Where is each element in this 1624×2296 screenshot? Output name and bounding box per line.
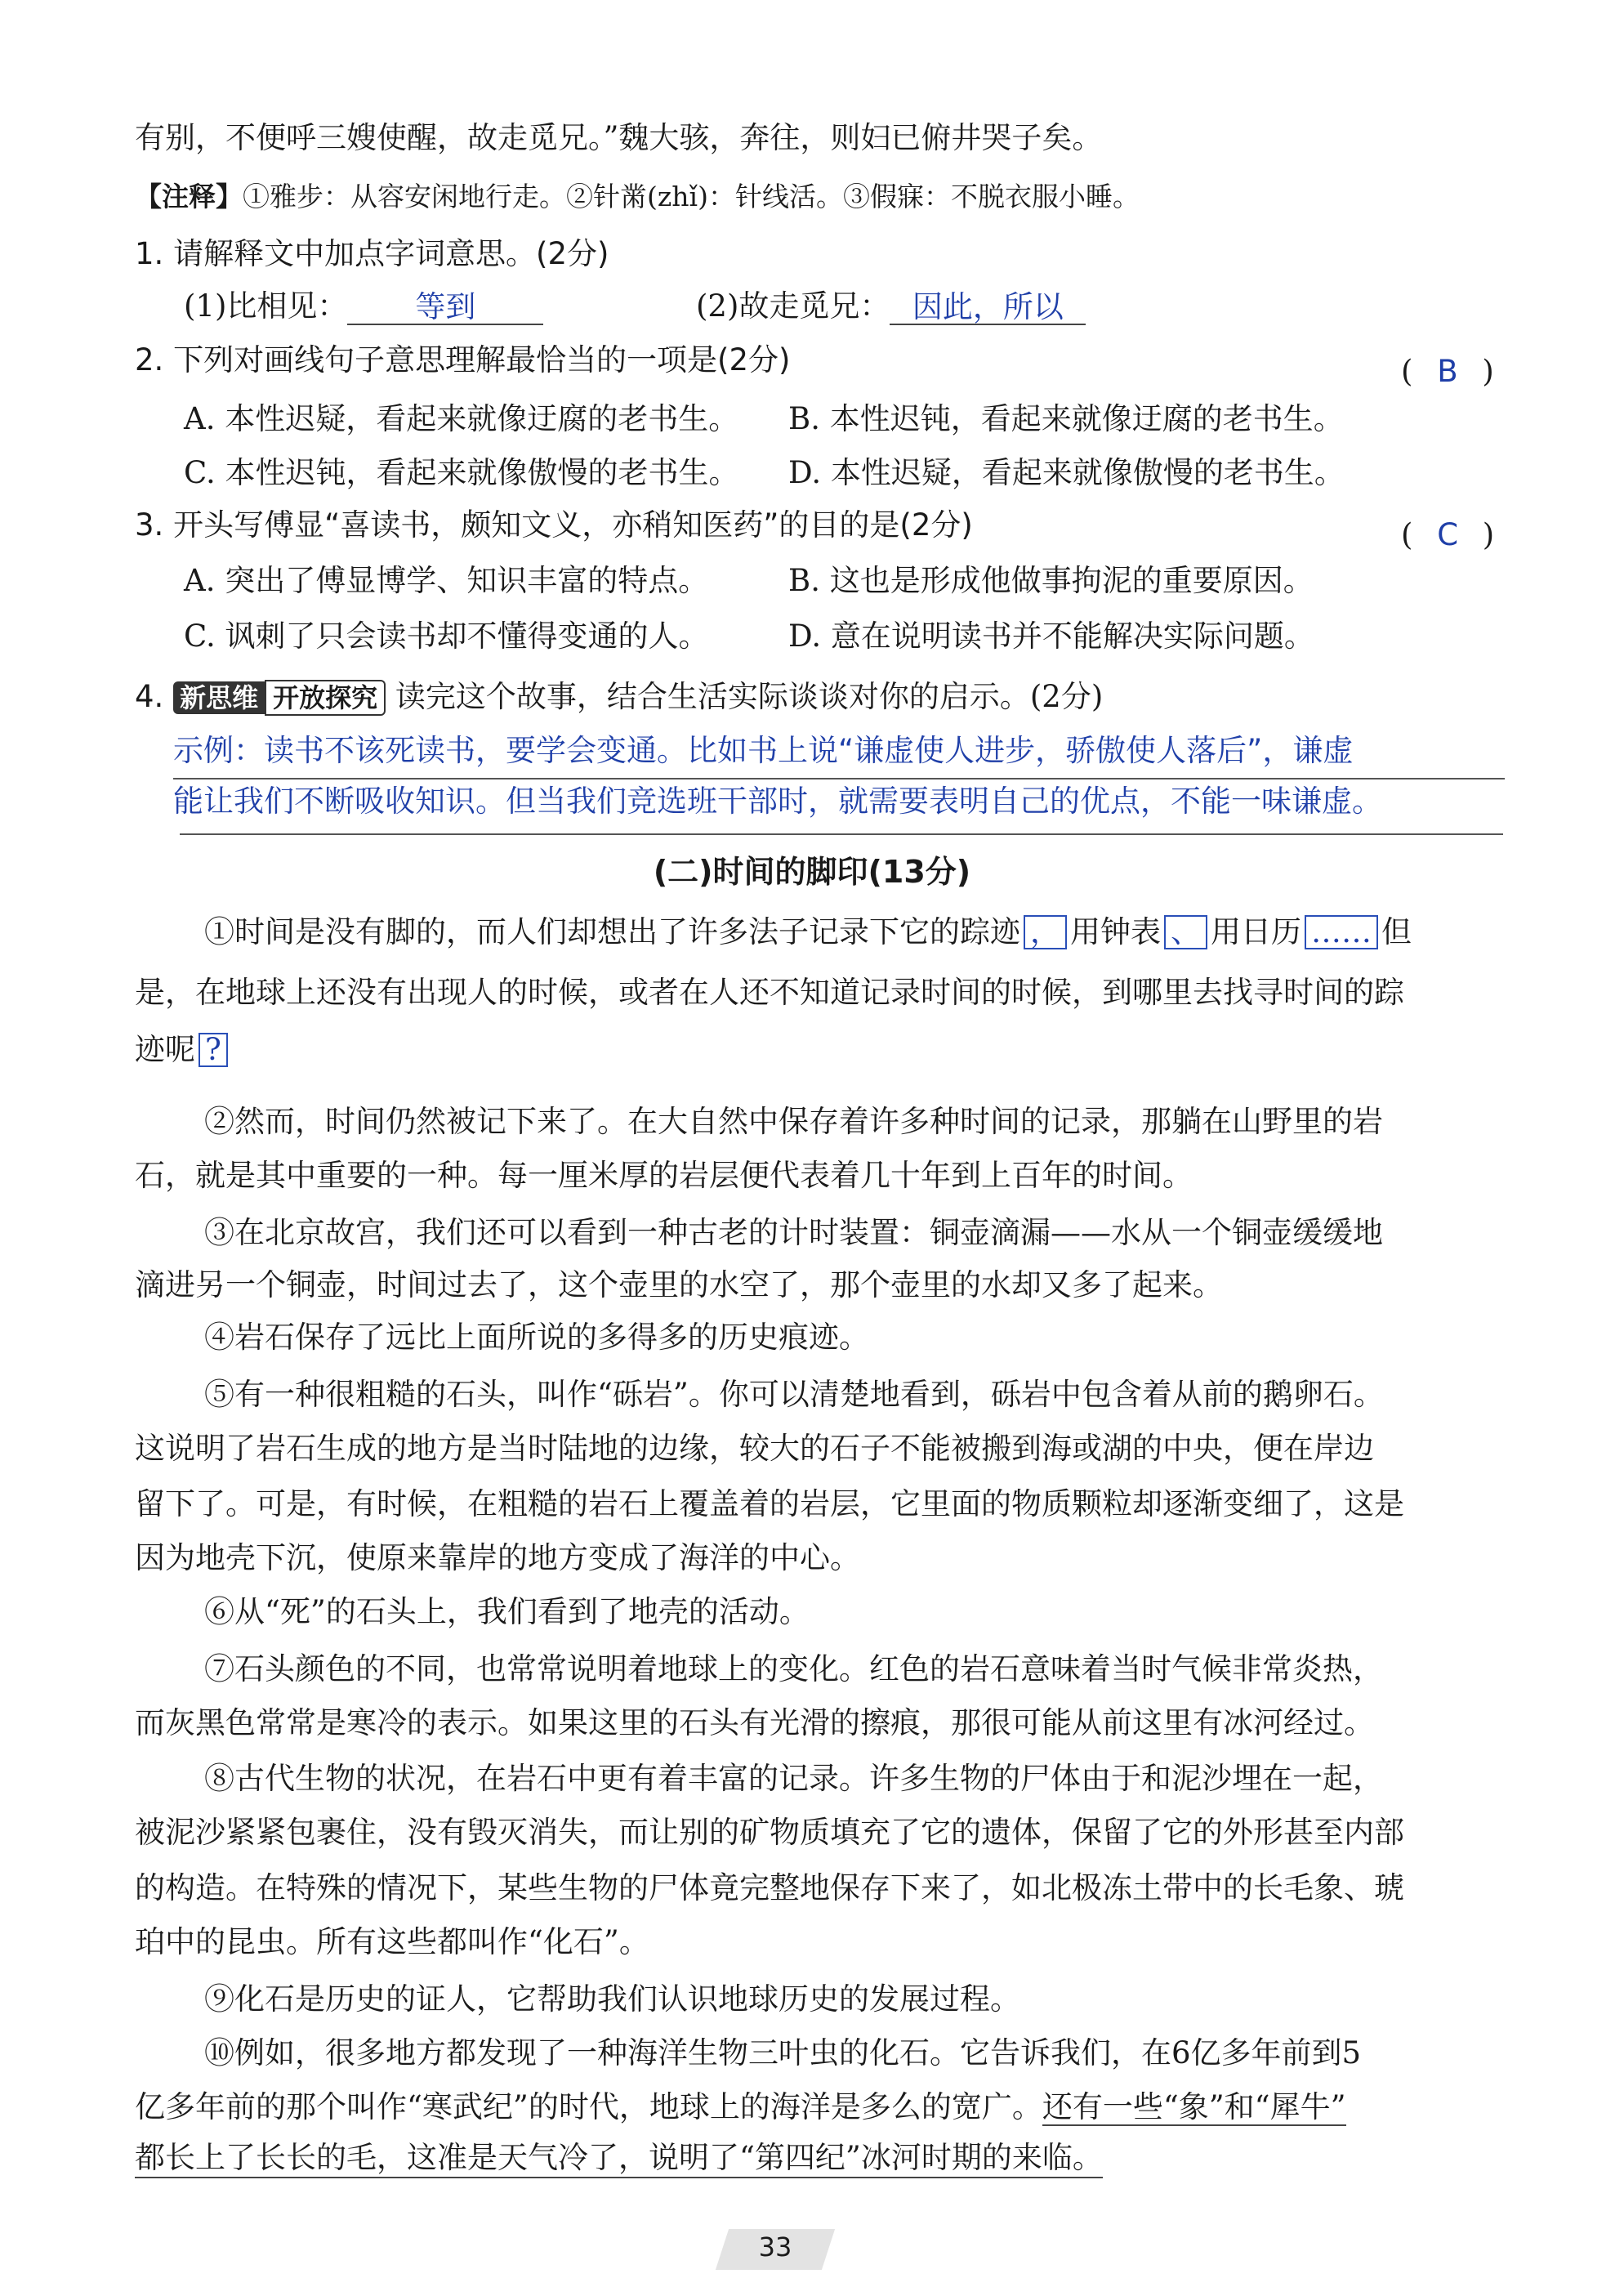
p1-line3 [135,1031,231,1069]
note-label: 【注释】 [135,181,243,212]
q3-option-b: B. 这也是形成他做事拘泥的重要原因。 [788,563,1314,598]
p8-line4: 珀中的昆虫。所有这些都叫作“化石”。 [135,1924,649,1959]
p8-line1: ⑧古代生物的状况，在岩石中更有着丰富的记录。许多生物的尸体由于和泥沙埋在一起， [204,1761,1383,1796]
p1-line3-text: 迹呢 [135,1032,195,1067]
p10-line3: 都长上了长长的毛，这准是天气冷了，说明了“第四纪”冰河时期的来临。 [135,2139,1103,2178]
q3-option-d: D. 意在说明读书并不能解决实际问题。 [788,619,1314,654]
p10-line2-text: 亿多年前的那个叫作“寒武纪”的时代，地球上的海洋是多么的宽广。 [135,2089,1042,2124]
p4: ④岩石保存了远比上面所说的多得多的历史痕迹。 [204,1320,869,1355]
p2-line2: 石，就是其中重要的一种。每一厘米厚的岩层便代表着几十年到上百年的时间。 [135,1158,1193,1193]
note-line [135,178,1140,216]
q1-stem: 1. 请解释文中加点字词意思。(2分) [135,236,609,271]
q2-option-a: A. 本性迟疑，看起来就像迂腐的老书生。 [184,401,739,436]
q3-option-c: C. 讽刺了只会读书却不懂得变通的人。 [184,619,709,654]
q4-tag-new-thinking: 新思维 [173,681,265,714]
p1-text-d: 用日历 [1211,914,1301,949]
q4-number: 4. [135,679,174,714]
q4-stem [135,678,1103,716]
top-line: 有别，不便呼三嫂使醒，故走觅兄。”魏大骇，奔往，则妇已俯井哭子矣。 [135,120,1103,155]
q4-answer-line1[interactable]: 示例：读书不该死读书，要学会变通。比如书上说“谦虚使人进步，骄傲使人落后”，谦虚 [173,733,1354,768]
q4-tag-open-inquiry: 开放探究 [265,680,386,716]
p5-line3: 留下了。可是，有时候，在粗糙的岩石上覆盖着的岩层，它里面的物质颗粒却逐渐变细了，这是 [135,1486,1404,1521]
q1-item1-label: (1)比相见： [184,288,348,324]
p9: ⑨化石是历史的证人，它帮助我们认识地球历史的发展过程。 [204,1981,1020,2017]
q2-answer-paren: ( B ) [1401,354,1494,389]
p1-line2: 是，在地球上还没有出现人的时候，或者在人还不知道记录时间的时候，到哪里去找寻时间的踪 [135,975,1404,1010]
q1-item2-answer[interactable]: 因此，所以 [890,291,1086,325]
p6: ⑥从“死”的石头上，我们看到了地壳的活动。 [204,1594,810,1629]
q3-stem: 3. 开头写傅显“喜读书，颇知文义，亦稍知医药”的目的是(2分) [135,507,973,543]
p1-text-c: 用钟表 [1070,914,1161,949]
p5-line2: 这说明了岩石生成的地方是当时陆地的边缘，较大的石子不能被搬到海或湖的中央，便在岸边 [135,1431,1374,1466]
note-text: ①雅步：从容安闲地行走。②针黹(zhǐ)：针线活。③假寐：不脱衣服小睡。 [243,181,1140,212]
q4-rule2 [180,833,1503,835]
q2-option-d: D. 本性迟疑，看起来就像傲慢的老书生。 [788,455,1345,490]
p1-blank4[interactable]: ? [199,1033,228,1067]
p1-text-a: ①时间是没有脚的，而人们却想出了许多法子记录下它的踪迹 [204,914,1020,949]
section-title: (二)时间的脚印(13分) [653,854,971,890]
q2-option-c: C. 本性迟钝，看起来就像傲慢的老书生。 [184,455,739,490]
q2-answer[interactable]: B [1437,354,1458,389]
p10-underlined-sentence-start: 还有一些“象”和“犀牛” [1042,2089,1346,2124]
q2-stem: 2. 下列对画线句子意思理解最恰当的一项是(2分) [135,342,791,377]
p1-blank3[interactable]: …… [1305,915,1378,949]
p8-line3: 的构造。在特殊的情况下，某些生物的尸体竟完整地保存下来了，如北极冻土带中的长毛象、琥 [135,1870,1404,1905]
p10-line1: ⑩例如，很多地方都发现了一种海洋生物三叶虫的化石。它告诉我们，在6亿多年前到5 [204,2035,1362,2070]
p3-line2: 滴进另一个铜壶，时间过去了，这个壶里的水空了，那个壶里的水却又多了起来。 [135,1267,1223,1302]
page-number: 33 [758,2231,792,2262]
p5-line1: ⑤有一种很粗糙的石头，叫作“砾岩”。你可以清楚地看到，砾岩中包含着从前的鹅卵石。 [204,1377,1384,1412]
q2-option-b: B. 本性迟钝，看起来就像迂腐的老书生。 [788,401,1344,436]
p1-text-e: 但 [1381,914,1412,949]
p8-line2: 被泥沙紧紧包裹住，没有毁灭消失，而让别的矿物质填充了它的遗体，保留了它的外形甚至内部 [135,1815,1404,1850]
q3-answer[interactable]: C [1437,517,1459,552]
p3-line1: ③在北京故宫，我们还可以看到一种古老的计时装置：铜壶滴漏——水从一个铜壶缓缓地 [204,1215,1383,1250]
q1-item1-answer[interactable]: 等到 [347,291,543,325]
q1-item2 [696,288,1086,325]
q1-item2-label: (2)故走觅兄： [696,288,890,324]
p5-line4: 因为地壳下沉，使原来靠岸的地方变成了海洋的中心。 [135,1540,860,1575]
p2-line1: ②然而，时间仍然被记下来了。在大自然中保存着许多种时间的记录，那躺在山野里的岩 [204,1104,1383,1139]
p1-line1 [204,913,1412,951]
p1-blank1[interactable]: ， [1024,915,1067,949]
p7-line1: ⑦石头颜色的不同，也常常说明着地球上的变化。红色的岩石意味着当时气候非常炎热， [204,1651,1383,1686]
q4-rule1 [173,778,1505,779]
p1-blank2[interactable]: 、 [1164,915,1207,949]
q3-answer-paren: ( C ) [1401,517,1495,552]
q4-answer-line2[interactable]: 能让我们不断吸收知识。但当我们竞选班干部时，就需要表明自己的优点，不能一味谦虚。 [173,784,1382,819]
q3-option-a: A. 突出了傅显博学、知识丰富的特点。 [184,563,709,598]
p10-line2 [135,2088,1346,2126]
q1-item1 [184,288,543,325]
p7-line2: 而灰黑色常常是寒冷的表示。如果这里的石头有光滑的擦痕，那很可能从前这里有冰河经过。 [135,1705,1374,1740]
q4-question: 读完这个故事，结合生活实际谈谈对你的启示。(2分) [395,679,1104,714]
